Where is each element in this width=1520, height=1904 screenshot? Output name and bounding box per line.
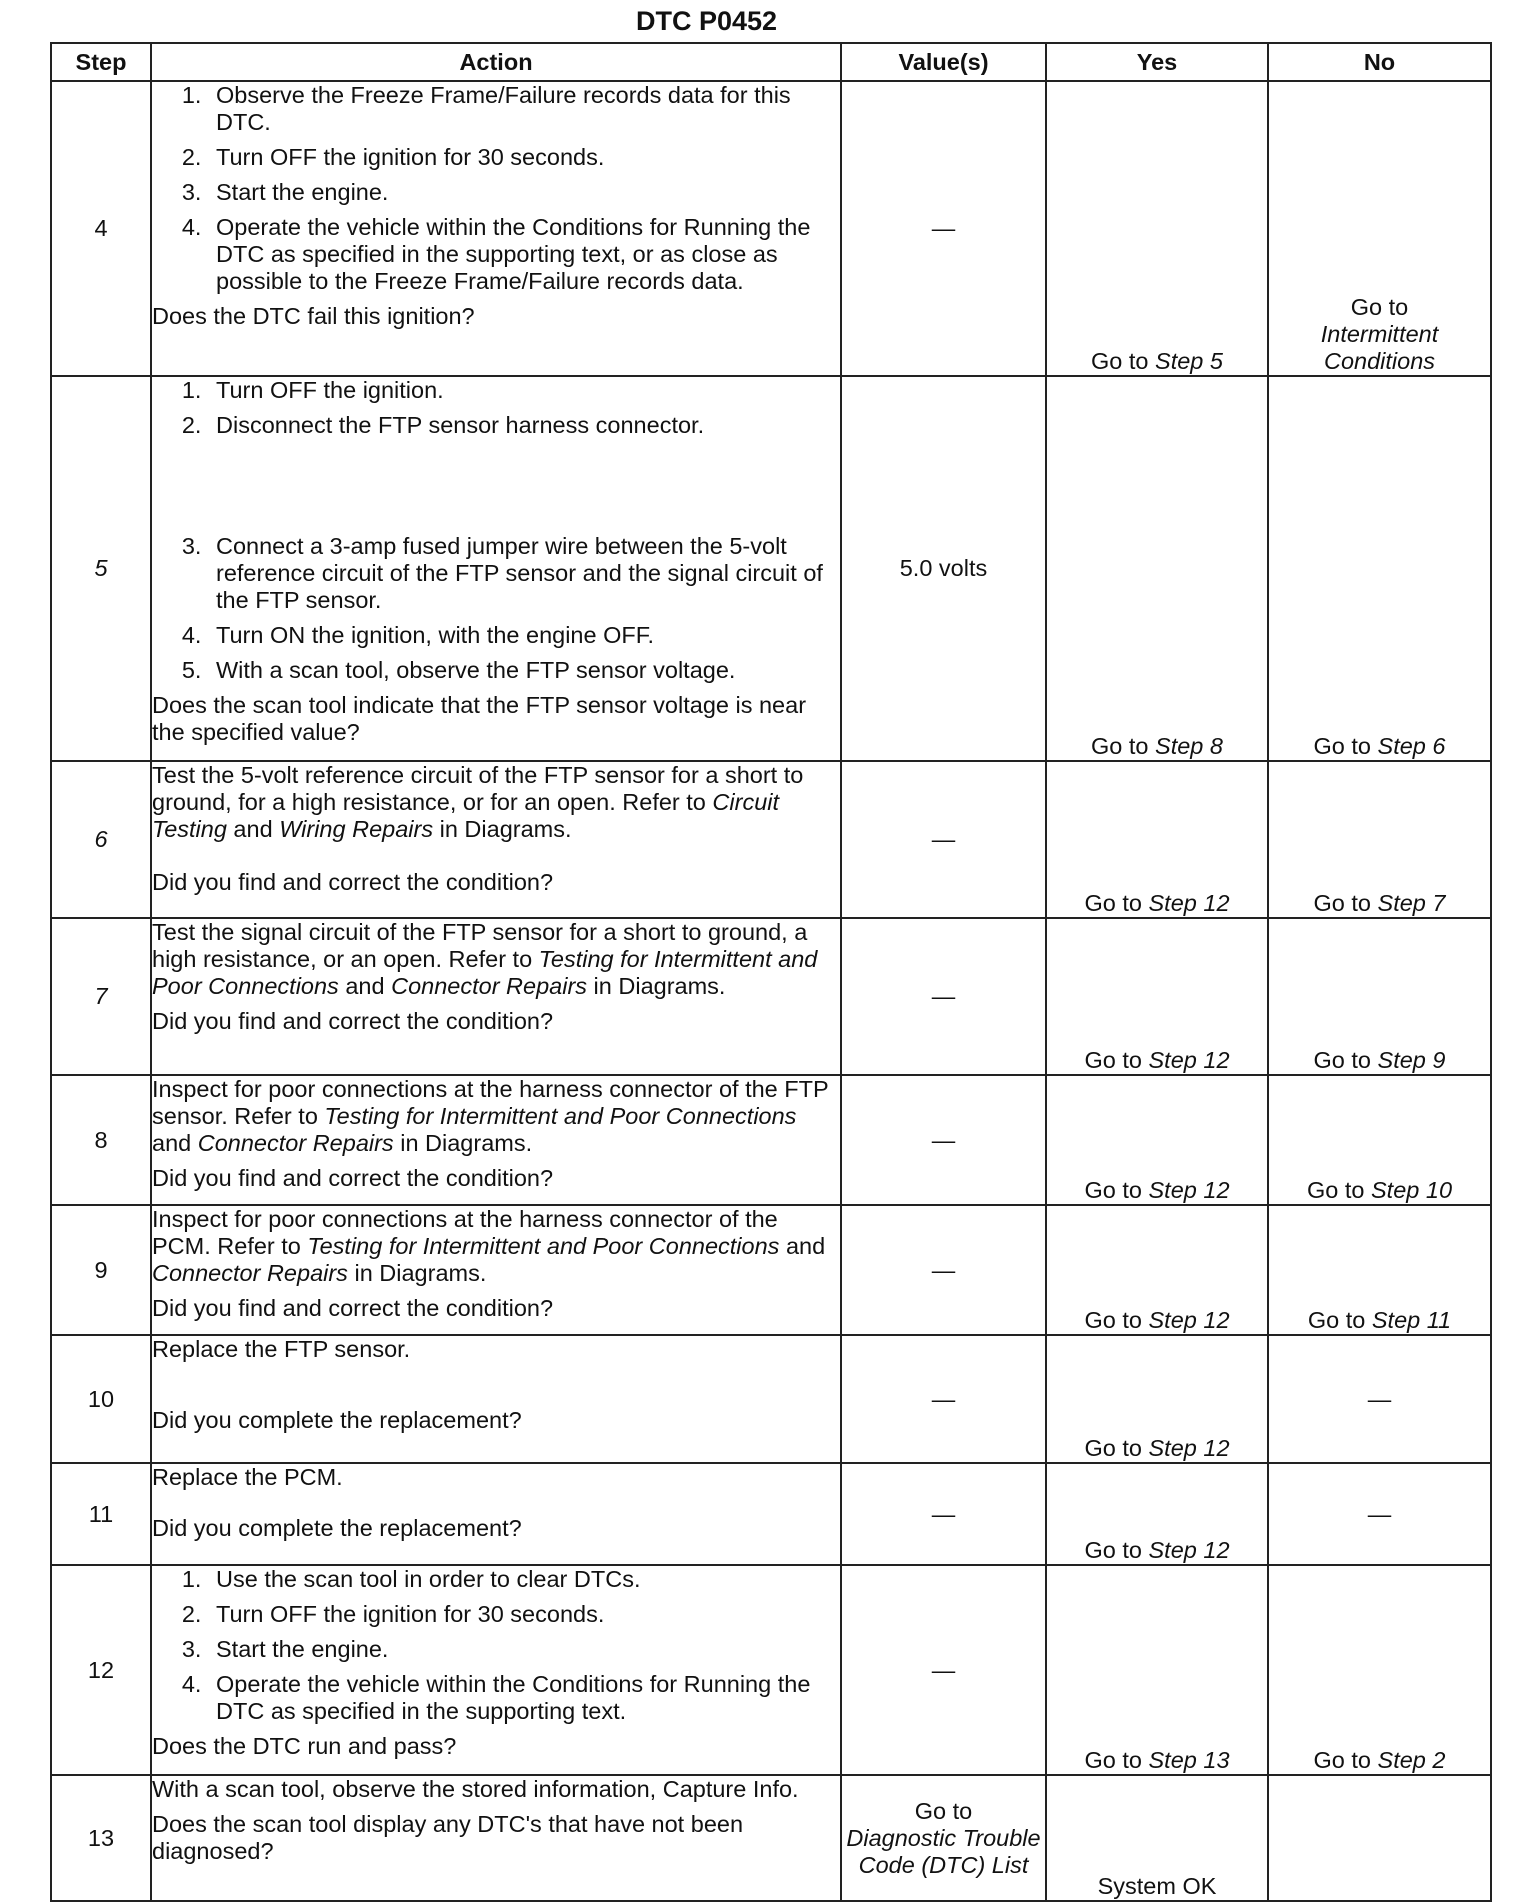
action-text: in Diagrams. bbox=[393, 1130, 533, 1156]
action-question: Did you find and correct the condition? bbox=[152, 1008, 554, 1034]
action-list bbox=[152, 1566, 840, 1725]
value-cell: — bbox=[841, 1335, 1046, 1463]
list-item: 5. With a scan tool, observe the FTP sensor voltage. bbox=[208, 657, 840, 684]
action-text: in Diagrams. bbox=[433, 816, 572, 842]
list-item: 4. Operate the vehicle within the Conditions for Running the DTC as specified in the supporting text, or as close as possible to the Freeze Frame/Failure records data. bbox=[208, 214, 840, 295]
action-text: Replace the FTP sensor. bbox=[152, 1336, 411, 1362]
action-cell bbox=[151, 761, 841, 918]
action-question: Did you find and correct the condition? bbox=[152, 1165, 554, 1191]
yes-cell bbox=[1046, 376, 1268, 761]
no-cell bbox=[1268, 918, 1491, 1075]
go-to-text: Go to bbox=[914, 1797, 973, 1824]
action-cell bbox=[151, 1463, 841, 1565]
list-item: 1. Use the scan tool in order to clear DTCs. bbox=[208, 1566, 840, 1593]
step-number: 6 bbox=[51, 761, 151, 918]
go-to-text: Go to bbox=[1084, 1177, 1142, 1203]
value-cell: — bbox=[841, 1075, 1046, 1205]
action-cell bbox=[151, 1565, 841, 1775]
step-number: 11 bbox=[51, 1463, 151, 1565]
step-number: 7 bbox=[51, 918, 151, 1075]
action-cell bbox=[151, 918, 841, 1075]
circuit-testing-link[interactable]: Circuit Testing bbox=[152, 789, 780, 842]
value-cell: — bbox=[841, 761, 1046, 918]
yes-cell bbox=[1046, 1565, 1268, 1775]
value-cell: — bbox=[841, 1565, 1046, 1775]
table-row bbox=[51, 918, 1491, 1075]
testing-intermittent-link[interactable]: Testing for Intermittent and Poor Connections bbox=[307, 1233, 780, 1259]
table-row bbox=[51, 1335, 1491, 1463]
list-item: 2. Disconnect the FTP sensor harness connector. bbox=[208, 412, 840, 439]
header-row bbox=[51, 43, 1491, 81]
no-cell bbox=[1268, 81, 1491, 376]
step-number: 4 bbox=[51, 81, 151, 376]
go-to-text: Go to bbox=[1350, 294, 1409, 320]
step-link[interactable]: Step 11 bbox=[1371, 1307, 1452, 1333]
action-question: Did you find and correct the condition? bbox=[152, 1295, 554, 1321]
no-cell: — bbox=[1268, 1463, 1491, 1565]
no-cell bbox=[1268, 761, 1491, 918]
list-item: 3. Start the engine. bbox=[208, 179, 840, 206]
no-cell bbox=[1268, 1775, 1491, 1901]
action-question: Does the DTC run and pass? bbox=[152, 1733, 457, 1759]
go-to-text: Go to bbox=[1091, 348, 1149, 374]
step-number: 10 bbox=[51, 1335, 151, 1463]
action-question: Does the scan tool indicate that the FTP sensor voltage is near the specified value? bbox=[152, 692, 807, 745]
wiring-repairs-link[interactable]: Wiring Repairs bbox=[279, 816, 434, 842]
go-to-text: Go to bbox=[1084, 1307, 1142, 1333]
header-no: No bbox=[1268, 43, 1491, 81]
list-item: 2. Turn OFF the ignition for 30 seconds. bbox=[208, 144, 840, 171]
value-cell: — bbox=[841, 1205, 1046, 1335]
action-text: Test the 5-volt reference circuit of the FTP sensor for a short to ground, for a high resistance, or for an open. Refer to bbox=[152, 762, 804, 815]
step-link[interactable]: Step 2 bbox=[1377, 1747, 1446, 1773]
go-to-text: Go to bbox=[1084, 890, 1142, 916]
action-text: Replace the PCM. bbox=[152, 1464, 343, 1490]
yes-cell bbox=[1046, 81, 1268, 376]
table-row bbox=[51, 1775, 1491, 1901]
step-number: 8 bbox=[51, 1075, 151, 1205]
go-to-text: Go to bbox=[1313, 733, 1371, 759]
action-text: With a scan tool, observe the stored information, Capture Info. bbox=[152, 1776, 799, 1802]
action-cell bbox=[151, 1335, 841, 1463]
action-question: Does the DTC fail this ignition? bbox=[152, 303, 475, 329]
yes-cell bbox=[1046, 1075, 1268, 1205]
list-item: 3. Start the engine. bbox=[208, 1636, 840, 1663]
header-action: Action bbox=[151, 43, 841, 81]
connector-repairs-link[interactable]: Connector Repairs bbox=[197, 1130, 394, 1156]
step-number: 9 bbox=[51, 1205, 151, 1335]
table-row bbox=[51, 761, 1491, 918]
action-cell bbox=[151, 1775, 841, 1901]
action-text: in Diagrams. bbox=[347, 1260, 487, 1286]
action-text: and bbox=[338, 973, 392, 999]
value-cell: 5.0 volts bbox=[841, 376, 1046, 761]
go-to-text: Go to bbox=[1313, 1747, 1371, 1773]
go-to-text: Go to bbox=[1084, 1747, 1142, 1773]
yes-cell: System OK bbox=[1046, 1775, 1268, 1901]
step-link[interactable]: Step 5 bbox=[1155, 348, 1223, 374]
go-to-text: Go to bbox=[1084, 1047, 1142, 1073]
action-text: Inspect for poor connections at the harness connector of the PCM. Refer to bbox=[152, 1206, 778, 1259]
step-link[interactable]: Step 12 bbox=[1148, 1435, 1230, 1461]
action-text: and bbox=[226, 816, 280, 842]
action-cell bbox=[151, 1205, 841, 1335]
action-list bbox=[152, 377, 840, 439]
action-question: Does the scan tool display any DTC's that have not been diagnosed? bbox=[152, 1811, 744, 1864]
no-cell bbox=[1268, 1075, 1491, 1205]
yes-cell bbox=[1046, 1335, 1268, 1463]
list-item: 1. Turn OFF the ignition. bbox=[208, 377, 840, 404]
no-cell: — bbox=[1268, 1335, 1491, 1463]
action-text: in Diagrams. bbox=[587, 973, 726, 999]
go-to-text: Go to bbox=[1313, 890, 1371, 916]
step-link[interactable]: Step 12 bbox=[1148, 1047, 1230, 1073]
action-cell bbox=[151, 376, 841, 761]
header-step: Step bbox=[51, 43, 151, 81]
go-to-text: Go to bbox=[1307, 1307, 1366, 1333]
list-item: 4. Operate the vehicle within the Conditions for Running the DTC as specified in the supporting text. bbox=[208, 1671, 840, 1725]
step-link[interactable]: Step 12 bbox=[1148, 890, 1230, 916]
action-cell bbox=[151, 81, 841, 376]
action-text: and bbox=[152, 1130, 198, 1156]
intermittent-conditions-link[interactable]: Intermittent Conditions bbox=[1320, 321, 1439, 374]
step-number: 5 bbox=[51, 376, 151, 761]
action-cell bbox=[151, 1075, 841, 1205]
table-row bbox=[51, 1205, 1491, 1335]
connector-repairs-link[interactable]: Connector Repairs bbox=[152, 1260, 348, 1286]
go-to-text: Go to bbox=[1306, 1177, 1365, 1203]
yes-cell bbox=[1046, 1463, 1268, 1565]
value-cell: — bbox=[841, 918, 1046, 1075]
step-link[interactable]: Step 8 bbox=[1155, 733, 1223, 759]
no-cell bbox=[1268, 1205, 1491, 1335]
testing-intermittent-link[interactable]: Testing for Intermittent and Poor Connections bbox=[152, 946, 818, 999]
yes-cell bbox=[1046, 918, 1268, 1075]
value-cell: — bbox=[841, 81, 1046, 376]
table-row bbox=[51, 1463, 1491, 1565]
table-row bbox=[51, 1075, 1491, 1205]
action-question: Did you complete the replacement? bbox=[152, 1407, 522, 1433]
step-link[interactable]: Step 12 bbox=[1148, 1177, 1230, 1203]
testing-intermittent-link[interactable]: Testing for Intermittent and Poor Connections bbox=[324, 1103, 797, 1129]
go-to-text: Go to bbox=[1313, 1047, 1371, 1073]
go-to-text: Go to bbox=[1084, 1537, 1142, 1563]
go-to-text: Go to bbox=[1091, 733, 1149, 759]
yes-cell bbox=[1046, 761, 1268, 918]
dtc-table bbox=[50, 42, 1492, 1902]
step-link[interactable]: Step 12 bbox=[1148, 1537, 1230, 1563]
action-question: Did you find and correct the condition? bbox=[152, 869, 554, 895]
action-text: Test the signal circuit of the FTP sensor for a short to ground, a high resistance, or an open. Refer to bbox=[152, 919, 808, 972]
header-values: Value(s) bbox=[841, 43, 1046, 81]
step-link[interactable]: Step 12 bbox=[1148, 1307, 1230, 1333]
action-list bbox=[152, 82, 840, 295]
step-number: 13 bbox=[51, 1775, 151, 1901]
action-question: Did you complete the replacement? bbox=[152, 1515, 522, 1541]
value-cell: — bbox=[841, 1463, 1046, 1565]
step-link[interactable]: Step 7 bbox=[1377, 890, 1446, 916]
table-row bbox=[51, 81, 1491, 376]
header-yes: Yes bbox=[1046, 43, 1268, 81]
step-link[interactable]: Step 6 bbox=[1377, 733, 1446, 759]
step-number: 12 bbox=[51, 1565, 151, 1775]
page-title: DTC P0452 bbox=[635, 6, 778, 36]
step-link[interactable]: Step 13 bbox=[1148, 1747, 1230, 1773]
action-text: Inspect for poor connections at the harness connector of the FTP sensor. Refer to bbox=[152, 1076, 829, 1129]
go-to-text: Go to bbox=[1084, 1435, 1142, 1461]
table-row bbox=[51, 376, 1491, 761]
action-text: and bbox=[779, 1233, 826, 1259]
list-item: 4. Turn ON the ignition, with the engine OFF. bbox=[208, 622, 840, 649]
value-cell bbox=[841, 1775, 1046, 1901]
connector-repairs-link[interactable]: Connector Repairs bbox=[391, 973, 588, 999]
step-link[interactable]: Step 9 bbox=[1377, 1047, 1446, 1073]
yes-cell bbox=[1046, 1205, 1268, 1335]
list-item: 1. Observe the Freeze Frame/Failure records data for this DTC. bbox=[208, 82, 840, 136]
dtc-list-link[interactable]: Diagnostic Trouble Code (DTC) List bbox=[846, 1824, 1041, 1878]
list-item: 2. Turn OFF the ignition for 30 seconds. bbox=[208, 1601, 840, 1628]
action-list bbox=[152, 533, 840, 684]
step-link[interactable]: Step 10 bbox=[1371, 1177, 1453, 1203]
no-cell bbox=[1268, 1565, 1491, 1775]
list-item: 3. Connect a 3-amp fused jumper wire between the 5-volt reference circuit of the FTP sensor and the signal circuit of the FTP sensor. bbox=[208, 533, 840, 614]
table-row bbox=[51, 1565, 1491, 1775]
no-cell bbox=[1268, 376, 1491, 761]
